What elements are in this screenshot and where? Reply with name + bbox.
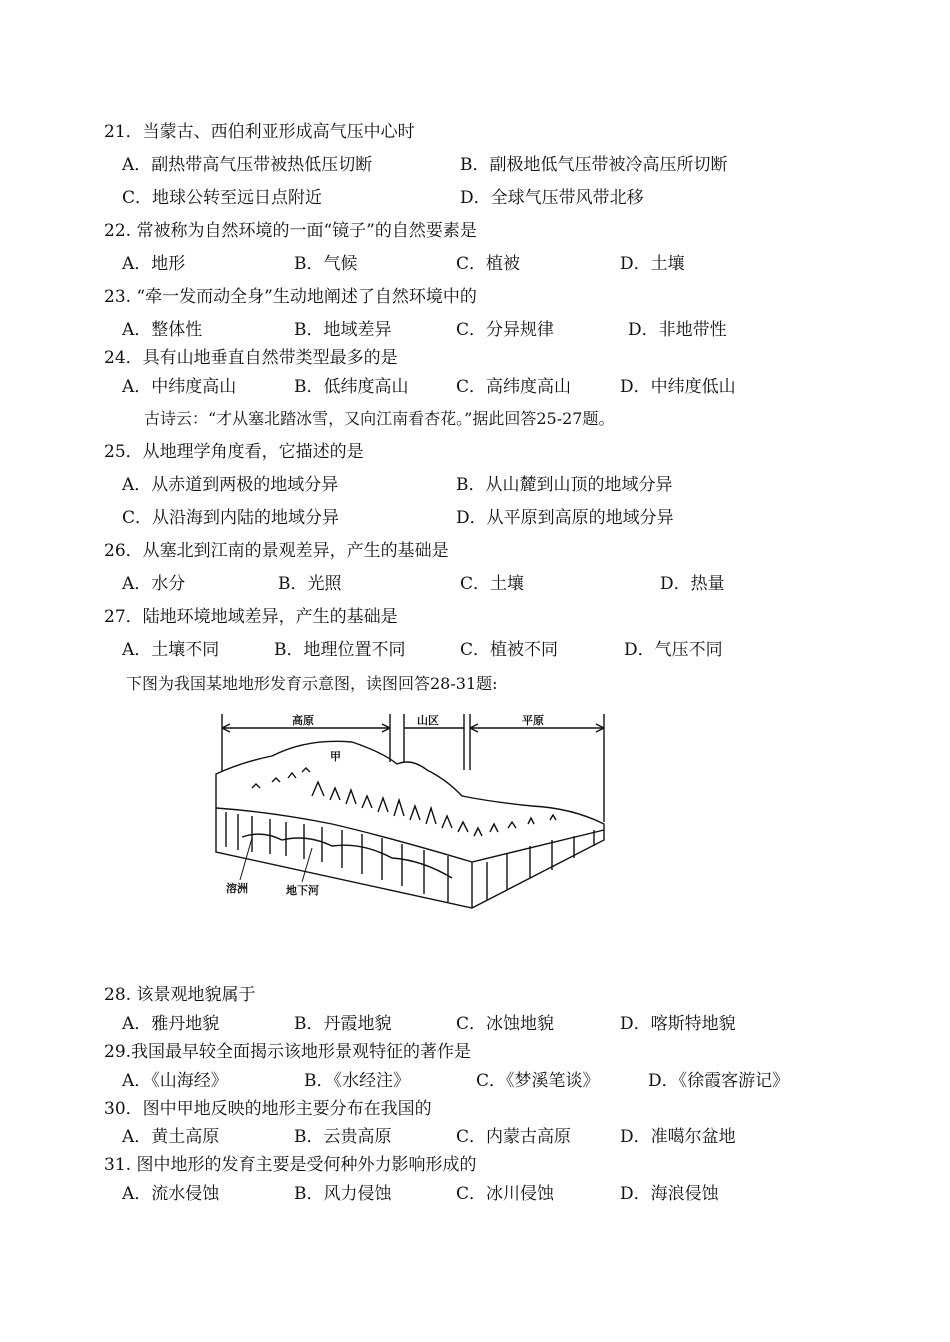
q24-option-d: D．中纬度低山: [620, 377, 736, 397]
underground-river: [242, 834, 452, 878]
q28-option-b: B．丹霞地貌: [294, 1014, 392, 1034]
question-31-stem: 31. 图中地形的发育主要是受何种外力影响形成的: [104, 1155, 477, 1175]
q26-option-b: B．光照: [278, 574, 342, 594]
q29-option-d: D．《徐霞客游记》: [648, 1071, 790, 1091]
q31-option-a: A．流水侵蚀: [122, 1184, 220, 1204]
question-23-stem: 23. “牵一发而动全身”生动地阐述了自然环境中的: [104, 287, 477, 307]
q23-option-d: D．非地带性: [628, 320, 727, 340]
q21-option-a: A．副热带高气压带被热低压切断: [122, 155, 373, 175]
q27-option-d: D．气压不同: [624, 640, 723, 660]
question-25-stem: 25．从地理学角度看，它描述的是: [104, 442, 364, 462]
question-28-stem: 28. 该景观地貌属于: [104, 985, 256, 1005]
q31-option-b: B．风力侵蚀: [294, 1184, 392, 1204]
q24-option-a: A．中纬度高山: [122, 377, 237, 397]
question-26-stem: 26．从塞北到江南的景观差异，产生的基础是: [104, 541, 449, 561]
block-top-edge: [216, 808, 604, 862]
q30-option-a: A．黄土高原: [122, 1127, 220, 1147]
plain-label: 平原: [522, 714, 544, 727]
q28-option-c: C．冰蚀地貌: [456, 1014, 555, 1034]
jia-label: 甲: [330, 750, 341, 763]
q26-option-d: D．热量: [660, 574, 725, 594]
q29-option-a: A．《山海经》: [122, 1071, 228, 1091]
block-outline: [216, 741, 604, 908]
q30-option-b: B．云贵高原: [294, 1127, 392, 1147]
poem-intro: 古诗云：“才从塞北踏冰雪，又向江南看杏花。”据此回答25-27题。: [144, 409, 615, 428]
q21-option-c: C．地球公转至远日点附近: [122, 188, 323, 208]
question-29-stem: 29.我国最早较全面揭示该地形景观特征的著作是: [104, 1042, 472, 1062]
plateau-label: 高原: [292, 714, 314, 727]
q29-option-c: C．《梦溪笔谈》: [476, 1071, 600, 1091]
q25-option-a: A．从赤道到两极的地域分异: [122, 475, 339, 495]
q23-option-b: B．地域差异: [294, 320, 392, 340]
figure-intro: 下图为我国某地地形发育示意图，读图回答28-31题:: [126, 674, 498, 693]
question-24-stem: 24．具有山地垂直自然带类型最多的是: [104, 348, 398, 368]
q22-option-d: D．土壤: [620, 254, 685, 274]
q22-option-a: A．地形: [122, 254, 186, 274]
q30-option-c: C．内蒙古高原: [456, 1127, 572, 1147]
river-label-2: 地下河: [286, 884, 319, 897]
q28-option-d: D．喀斯特地貌: [620, 1014, 736, 1034]
q25-option-d: D．从平原到高原的地域分异: [456, 508, 674, 528]
question-21-stem: 21．当蒙古、西伯利亚形成高气压中心时: [104, 122, 415, 142]
q28-option-a: A．雅丹地貌: [122, 1014, 220, 1034]
q25-option-b: B．从山麓到山顶的地域分异: [456, 475, 673, 495]
q26-option-a: A．水分: [122, 574, 186, 594]
q31-option-d: D．海浪侵蚀: [620, 1184, 719, 1204]
question-30-stem: 30．图中甲地反映的地形主要分布在我国的: [104, 1099, 432, 1119]
q23-option-a: A．整体性: [122, 320, 203, 340]
river-label-1: 溶洲: [226, 882, 248, 895]
question-22-stem: 22. 常被称为自然环境的一面“镜子”的自然要素是: [104, 221, 477, 241]
landform-diagram: [212, 712, 612, 912]
q26-option-c: C．土壤: [460, 574, 525, 594]
question-27-stem: 27．陆地环境地域差异，产生的基础是: [104, 607, 398, 627]
q27-option-c: C．植被不同: [460, 640, 559, 660]
q22-option-c: C．植被: [456, 254, 521, 274]
q21-option-d: D．全球气压带风带北移: [460, 188, 644, 208]
q25-option-c: C．从沿海到内陆的地域分异: [122, 508, 340, 528]
q27-option-a: A．土壤不同: [122, 640, 220, 660]
q24-option-b: B．低纬度高山: [294, 377, 409, 397]
q29-option-b: B．《水经注》: [304, 1071, 410, 1091]
q24-option-c: C．高纬度高山: [456, 377, 572, 397]
mountain-label: 山区: [417, 714, 439, 727]
q23-option-c: C．分异规律: [456, 320, 555, 340]
q27-option-b: B．地理位置不同: [274, 640, 406, 660]
q31-option-c: C．冰川侵蚀: [456, 1184, 555, 1204]
q21-option-b: B．副极地低气压带被冷高压所切断: [460, 155, 728, 175]
q22-option-b: B．气候: [294, 254, 358, 274]
q30-option-d: D．准噶尔盆地: [620, 1127, 736, 1147]
